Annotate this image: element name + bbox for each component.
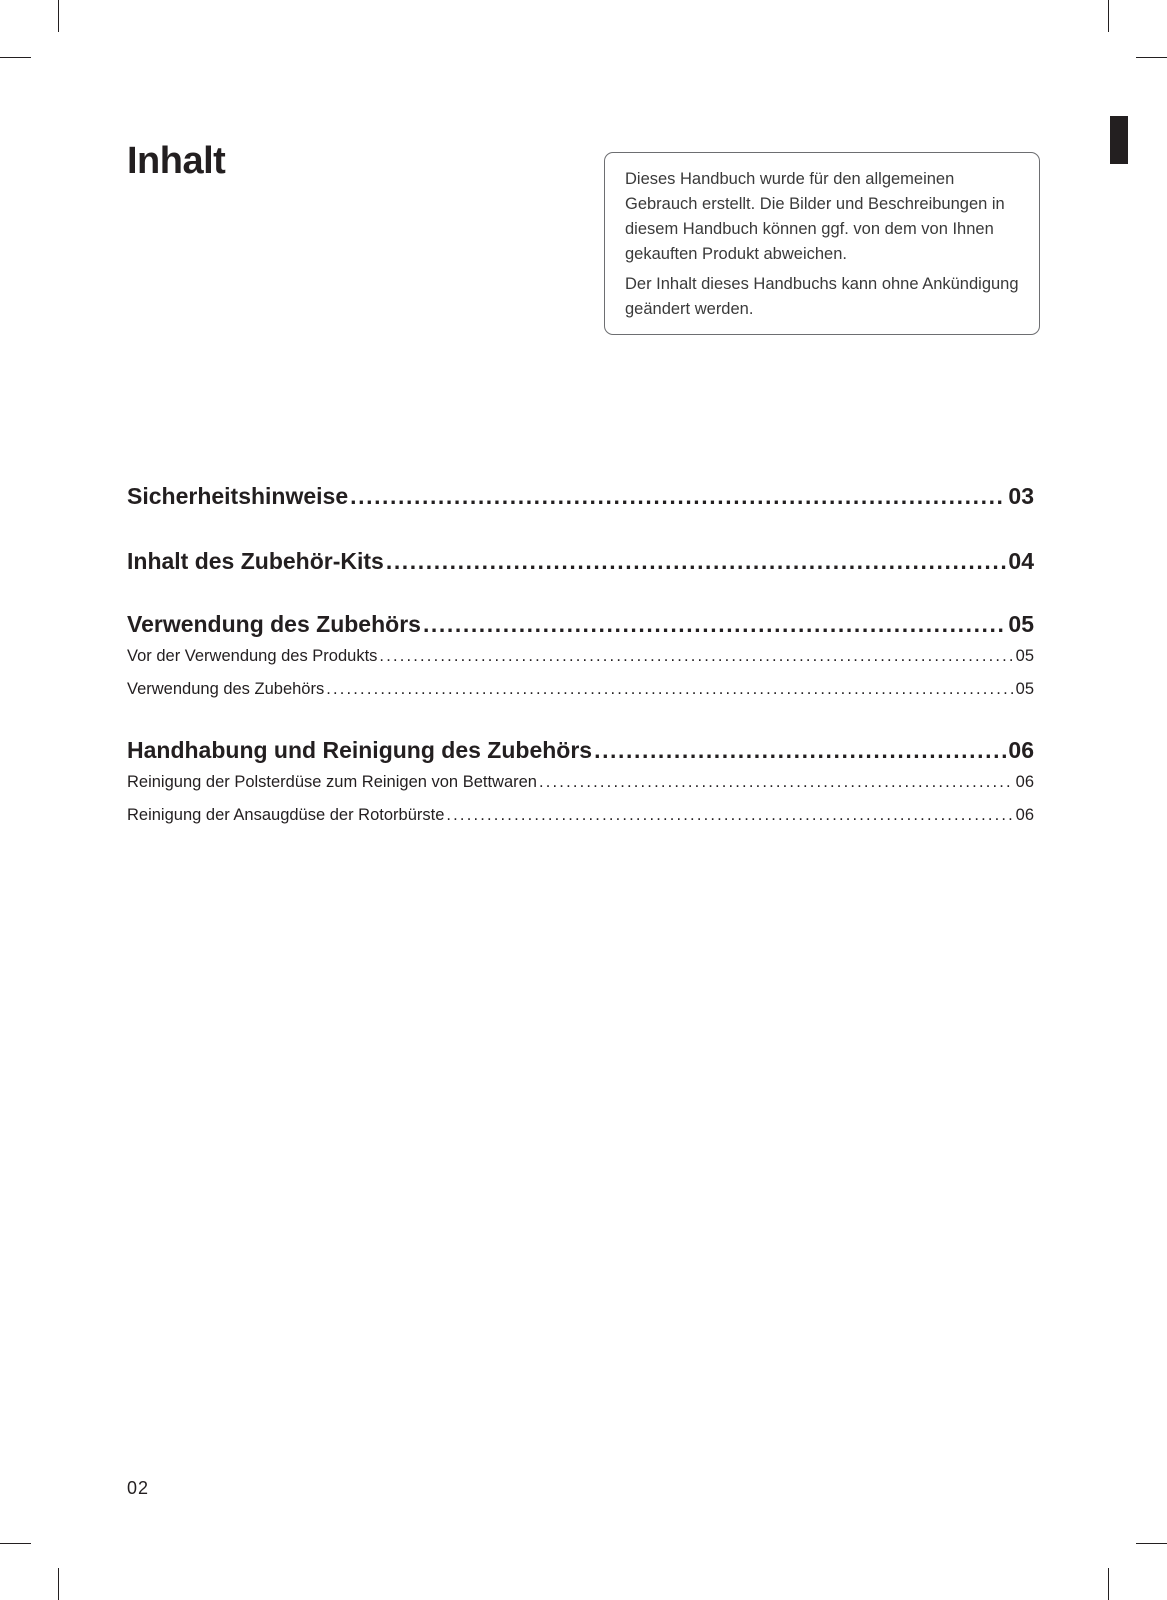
crop-mark bbox=[1108, 0, 1109, 32]
page-title: Inhalt bbox=[127, 140, 226, 182]
crop-mark bbox=[0, 57, 31, 58]
toc-section-title: Sicherheitshinweise bbox=[127, 483, 349, 509]
toc-entry-title: Reinigung der Polsterdüse zum Reinigen von Bettwaren bbox=[127, 773, 537, 791]
toc-page-number: 03 bbox=[1008, 483, 1034, 509]
toc-section-kit-contents[interactable] bbox=[127, 545, 1034, 577]
toc-section-title: Verwendung des Zubehörs bbox=[127, 611, 421, 637]
toc-page-number: 06 bbox=[1008, 737, 1034, 763]
toc-page-number: 04 bbox=[1008, 548, 1034, 574]
toc-page-number: 05 bbox=[1015, 647, 1034, 665]
notice-paragraph: Dieses Handbuch wurde für den allgemeinen Gebrauch erstellt. Die Bilder und Beschreibungen in diesem Handbuch können ggf. von dem von Ihnen gekauften Produkt abweichen. bbox=[625, 170, 1005, 263]
crop-mark bbox=[58, 0, 59, 32]
toc-page-number: 06 bbox=[1015, 806, 1034, 824]
toc-entry-before-use[interactable] bbox=[127, 640, 1034, 673]
table-of-contents bbox=[127, 480, 1034, 832]
crop-mark bbox=[58, 1568, 59, 1600]
crop-mark bbox=[0, 1543, 31, 1544]
toc-leader-dots bbox=[446, 799, 1013, 832]
toc-entry-title: Verwendung des Zubehörs bbox=[127, 680, 325, 698]
page-number: 02 bbox=[127, 1478, 150, 1498]
crop-mark bbox=[1136, 1543, 1167, 1544]
notice-box bbox=[604, 152, 1040, 335]
toc-leader-dots bbox=[539, 766, 1014, 799]
toc-leader-dots bbox=[423, 608, 1006, 640]
toc-leader-dots bbox=[379, 640, 1013, 673]
toc-section-title: Handhabung und Reinigung des Zubehörs bbox=[127, 737, 593, 763]
toc-section-safety[interactable] bbox=[127, 480, 1034, 512]
notice-paragraph: Der Inhalt dieses Handbuchs kann ohne Ankündigung geändert werden. bbox=[625, 275, 1019, 318]
toc-section-using-accessories[interactable] bbox=[127, 608, 1034, 640]
chapter-tab-marker bbox=[1110, 116, 1128, 164]
toc-page-number: 06 bbox=[1015, 773, 1034, 791]
toc-entry-rotor-brush-nozzle[interactable] bbox=[127, 799, 1034, 832]
toc-page-number: 05 bbox=[1015, 680, 1034, 698]
toc-entry-upholstery-nozzle[interactable] bbox=[127, 766, 1034, 799]
toc-leader-dots bbox=[326, 673, 1013, 706]
toc-section-title: Inhalt des Zubehör-Kits bbox=[127, 548, 384, 574]
crop-mark bbox=[1108, 1568, 1109, 1600]
toc-entry-title: Reinigung der Ansaugdüse der Rotorbürste bbox=[127, 806, 445, 824]
crop-mark bbox=[1136, 57, 1167, 58]
toc-page-number: 05 bbox=[1008, 611, 1034, 637]
toc-entry-title: Vor der Verwendung des Produkts bbox=[127, 647, 378, 665]
toc-entry-using-accessories[interactable] bbox=[127, 673, 1034, 706]
toc-leader-dots bbox=[350, 480, 1006, 512]
toc-leader-dots bbox=[386, 545, 1007, 577]
toc-section-handling-cleaning[interactable] bbox=[127, 734, 1034, 766]
toc-leader-dots bbox=[594, 734, 1006, 766]
